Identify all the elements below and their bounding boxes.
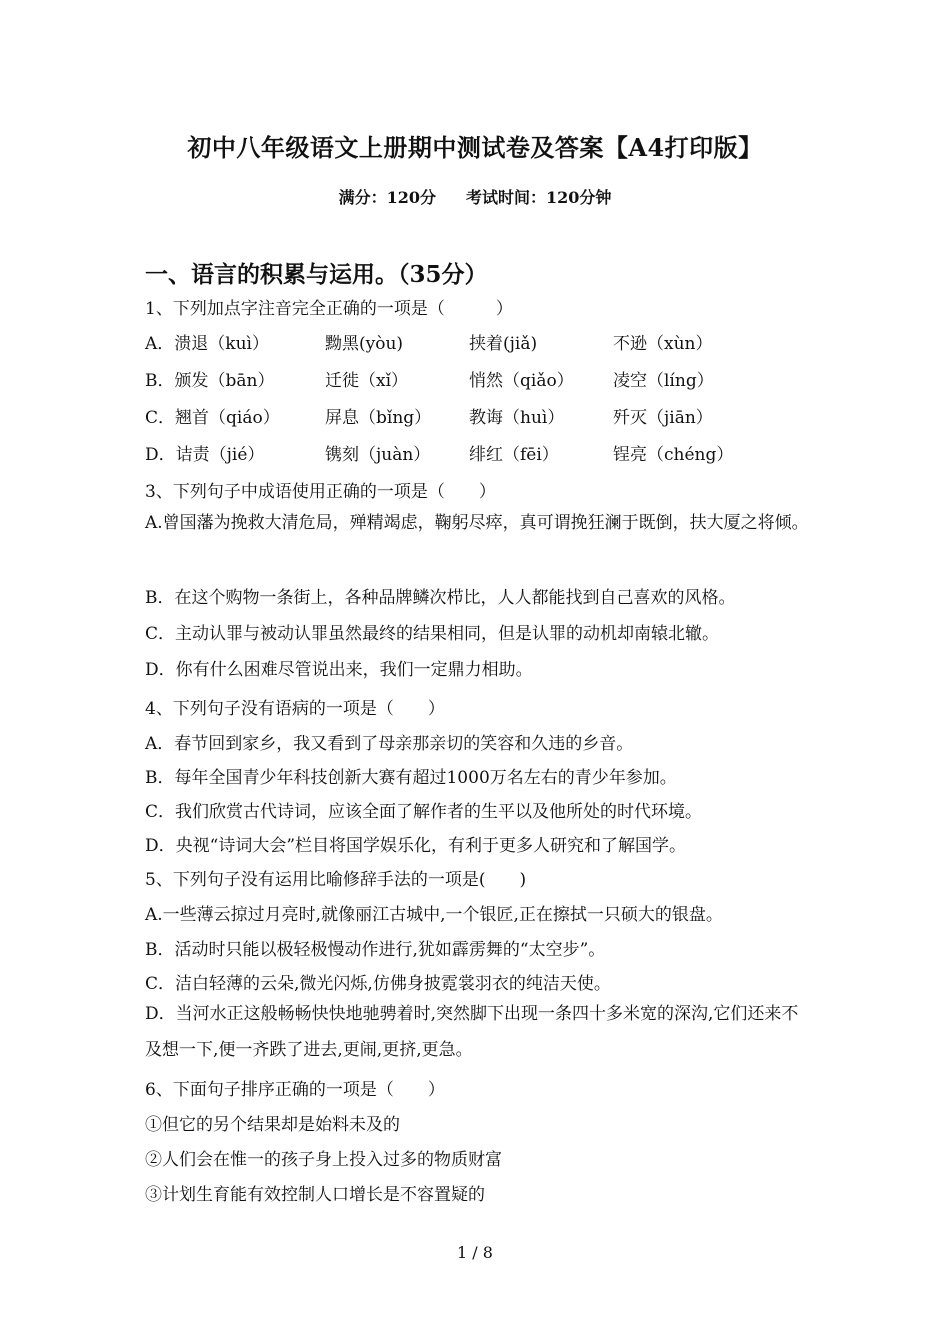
option-cell: 锃亮（chéng） [613, 445, 734, 465]
question-4-option-b: B．每年全国青少年科技创新大赛有超过1000万名左右的青少年参加。 [145, 768, 677, 788]
question-5-option-b: B．活动时只能以极轻极慢动作进行,犹如霹雳舞的“太空步”。 [145, 940, 606, 960]
full-score: 满分：120分 [338, 188, 436, 207]
question-6-item-3: ③计划生育能有效控制人口增长是不容置疑的 [145, 1185, 485, 1205]
option-cell: 挟着(jiǎ) [469, 334, 538, 354]
question-5-option-c: C．洁白轻薄的云朵,微光闪烁,仿佛身披霓裳羽衣的纯洁天使。 [145, 974, 611, 994]
question-5-option-d: D．当河水正这般畅畅快快地驰骋着时,突然脚下出现一条四十多米宽的深沟,它们还来不及想一下,便一齐跌了进去,更闹,更挤,更急。 [145, 1004, 799, 1060]
option-cell: 屏息（bǐng） [325, 408, 432, 428]
option-cell: 绯红（fēi） [469, 445, 559, 465]
option-cell: D．诘责（jié） [145, 445, 265, 465]
option-cell: 教诲（huì） [469, 408, 565, 428]
question-5-stem: 5、下列句子没有运用比喻修辞手法的一项是( ) [145, 870, 527, 890]
question-3-stem: 3、下列句子中成语使用正确的一项是（ ） [145, 482, 496, 502]
question-1-stem: 1、下列加点字注音完全正确的一项是（ ） [145, 299, 513, 319]
option-cell: 不逊（xùn） [613, 334, 713, 354]
option-cell: B．颁发（bān） [145, 371, 275, 391]
question-3-option-d: D．你有什么困难尽管说出来，我们一定鼎力相助。 [145, 660, 533, 680]
question-3-option-a: A.曾国藩为挽救大清危局，殚精竭虑，鞠躬尽瘁，真可谓挽狂澜于既倒，扶大厦之将倾。 [145, 513, 809, 533]
question-4-option-c: C．我们欣赏古代诗词，应该全面了解作者的生平以及他所处的时代环境。 [145, 802, 703, 822]
document-title: 初中八年级语文上册期中测试卷及答案【A4打印版】 [187, 133, 763, 162]
option-cell: 镌刻（juàn） [325, 445, 431, 465]
option-cell: 迁徙（xǐ） [325, 371, 409, 391]
question-4-stem: 4、下列句子没有语病的一项是（ ） [145, 699, 445, 719]
exam-info [0, 185, 950, 208]
option-cell: C．翘首（qiáo） [145, 408, 280, 428]
question-4-option-a: A．春节回到家乡，我又看到了母亲那亲切的笑容和久违的乡音。 [145, 734, 634, 754]
question-3-option-c: C．主动认罪与被动认罪虽然最终的结果相同，但是认罪的动机却南辕北辙。 [145, 624, 720, 644]
option-cell: 黝黑(yòu) [325, 334, 404, 354]
question-3-option-b: B．在这个购物一条街上，各种品牌鳞次栉比，人人都能找到自己喜欢的风格。 [145, 588, 736, 608]
option-cell: A．溃退（kuì） [145, 334, 269, 354]
exam-time: 考试时间：120分钟 [466, 188, 612, 207]
question-6-item-2: ②人们会在惟一的孩子身上投入过多的物质财富 [145, 1150, 502, 1170]
question-4-option-d: D．央视“诗词大会”栏目将国学娱乐化，有利于更多人研究和了解国学。 [145, 836, 687, 856]
page-number: 1 / 8 [457, 1243, 493, 1262]
question-6-item-1: ①但它的另个结果却是始料未及的 [145, 1115, 400, 1135]
question-6-stem: 6、下面句子排序正确的一项是（ ） [145, 1080, 445, 1100]
section-heading: 一、语言的积累与运用。（35分） [145, 261, 488, 288]
option-cell: 悄然（qiǎo） [469, 371, 574, 391]
option-cell: 凌空（líng） [613, 371, 714, 391]
option-cell: 歼灭（jiān） [613, 408, 713, 428]
question-5-option-a: A.一些薄云掠过月亮时,就像丽江古城中,一个银匠,正在擦拭一只硕大的银盘。 [145, 905, 723, 925]
